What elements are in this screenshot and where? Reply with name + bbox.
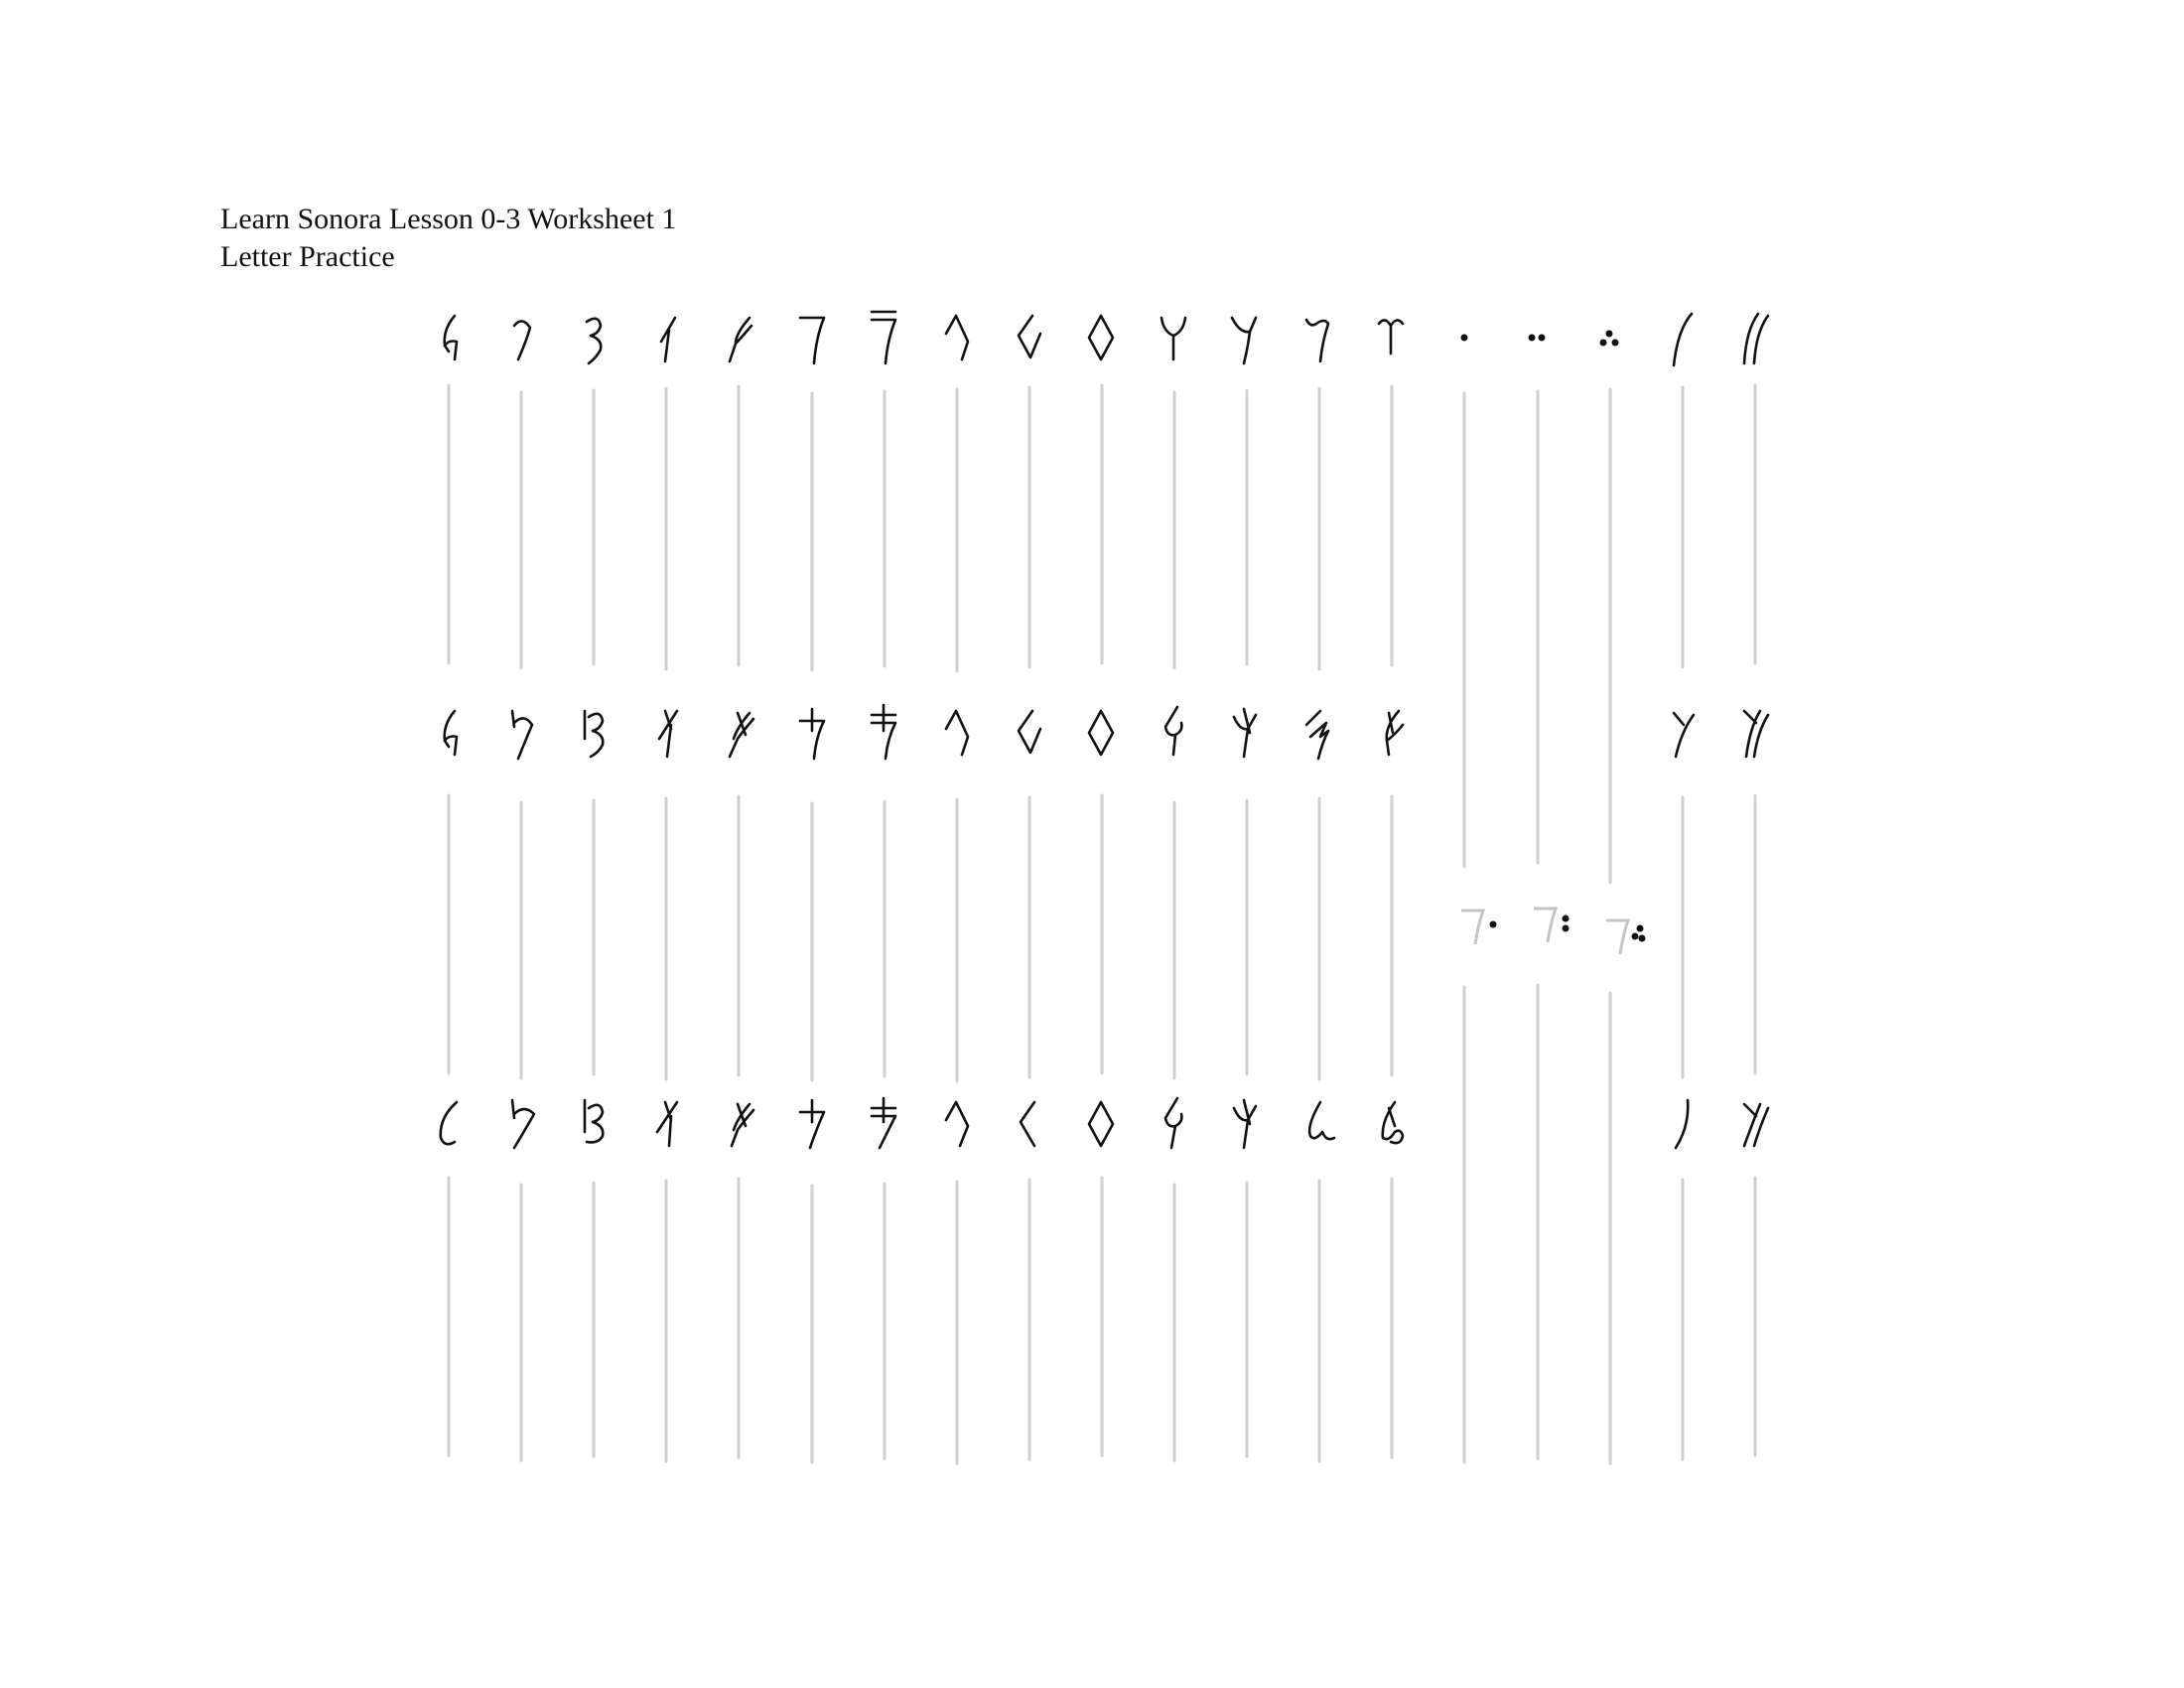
sonora-letter-13 bbox=[1306, 320, 1328, 361]
sonora-letter-12 bbox=[1232, 318, 1256, 363]
sample-letter-double-dot bbox=[1534, 909, 1570, 942]
triple-dot-mark bbox=[1600, 331, 1619, 347]
sonora-letter-12-crossed bbox=[1234, 709, 1256, 757]
sonora-letter-7 bbox=[872, 312, 895, 363]
sample-letter-triple-dot bbox=[1606, 920, 1646, 954]
single-stroke-mark bbox=[1674, 314, 1692, 365]
sonora-letter-5-crossed bbox=[730, 713, 753, 757]
sonora-letter-8 bbox=[946, 711, 968, 755]
sonora-letter-1 bbox=[445, 711, 457, 755]
sonora-letter-8 bbox=[946, 316, 968, 359]
sonora-letter-10 bbox=[1089, 316, 1113, 359]
sonora-letter-10-cursive bbox=[1089, 1102, 1113, 1146]
single-stroke-crossed bbox=[1674, 713, 1694, 757]
sonora-letter-6-crossed bbox=[800, 709, 824, 759]
worksheet-title: Learn Sonora Lesson 0-3 Worksheet 1 bbox=[220, 203, 677, 235]
sonora-letter-14-cursive bbox=[1383, 1102, 1403, 1143]
sonora-letter-9 bbox=[1019, 316, 1040, 357]
sonora-letter-9 bbox=[1019, 711, 1040, 753]
tracing-guide-lines bbox=[449, 385, 1755, 1464]
sonora-letter-13-zigzag bbox=[1306, 711, 1328, 759]
double-stroke-mark bbox=[1744, 314, 1768, 363]
sonora-letter-10 bbox=[1089, 711, 1113, 755]
double-dot-mark bbox=[1529, 335, 1546, 342]
sample-letter-single-dot bbox=[1461, 911, 1497, 944]
sonora-letter-4-crossed bbox=[659, 711, 677, 757]
sonora-letter-12-cursive bbox=[1234, 1100, 1256, 1148]
sonora-letter-11 bbox=[1161, 318, 1185, 359]
sonora-letter-11-cursive bbox=[1165, 1098, 1181, 1148]
sonora-letter-8-cursive bbox=[946, 1102, 968, 1146]
double-stroke-crossed bbox=[1744, 711, 1768, 757]
sonora-letter-14-crossed bbox=[1387, 711, 1403, 755]
single-stroke-cursive bbox=[1676, 1100, 1688, 1148]
worksheet-subtitle: Letter Practice bbox=[220, 240, 395, 273]
single-dot-mark bbox=[1461, 335, 1468, 342]
sonora-letter-6 bbox=[800, 318, 824, 363]
sonora-letter-2-crossed bbox=[512, 711, 532, 759]
sonora-letter-4 bbox=[661, 318, 675, 361]
glyph-row-modified-letters bbox=[445, 705, 1768, 759]
sonora-letter-2-cursive bbox=[512, 1100, 534, 1148]
sample-letters bbox=[1461, 909, 1646, 954]
sonora-letter-7-cursive bbox=[872, 1098, 895, 1148]
sonora-letter-11-looped bbox=[1165, 707, 1181, 755]
sonora-letter-6-cursive bbox=[800, 1100, 824, 1148]
sonora-letter-13-cursive bbox=[1309, 1102, 1334, 1139]
sonora-letter-14 bbox=[1379, 320, 1403, 353]
sonora-letter-1 bbox=[445, 316, 457, 359]
sonora-letter-3 bbox=[587, 319, 601, 363]
sonora-letter-5 bbox=[730, 318, 751, 361]
sonora-letter-7-crossed bbox=[872, 705, 895, 759]
sonora-letter-3-crossed bbox=[585, 711, 603, 757]
sonora-letter-1-cursive bbox=[441, 1102, 457, 1144]
sonora-letter-4-cursive bbox=[657, 1102, 677, 1146]
sonora-letter-2 bbox=[514, 321, 530, 359]
sonora-letter-3-cursive bbox=[585, 1100, 603, 1142]
sonora-letter-5-cursive bbox=[732, 1104, 753, 1146]
sonora-letter-9-cursive bbox=[1021, 1102, 1034, 1146]
double-stroke-cursive bbox=[1744, 1104, 1768, 1146]
glyph-row-base-letters bbox=[445, 312, 1768, 365]
glyph-row-cursive-letters bbox=[441, 1098, 1768, 1148]
